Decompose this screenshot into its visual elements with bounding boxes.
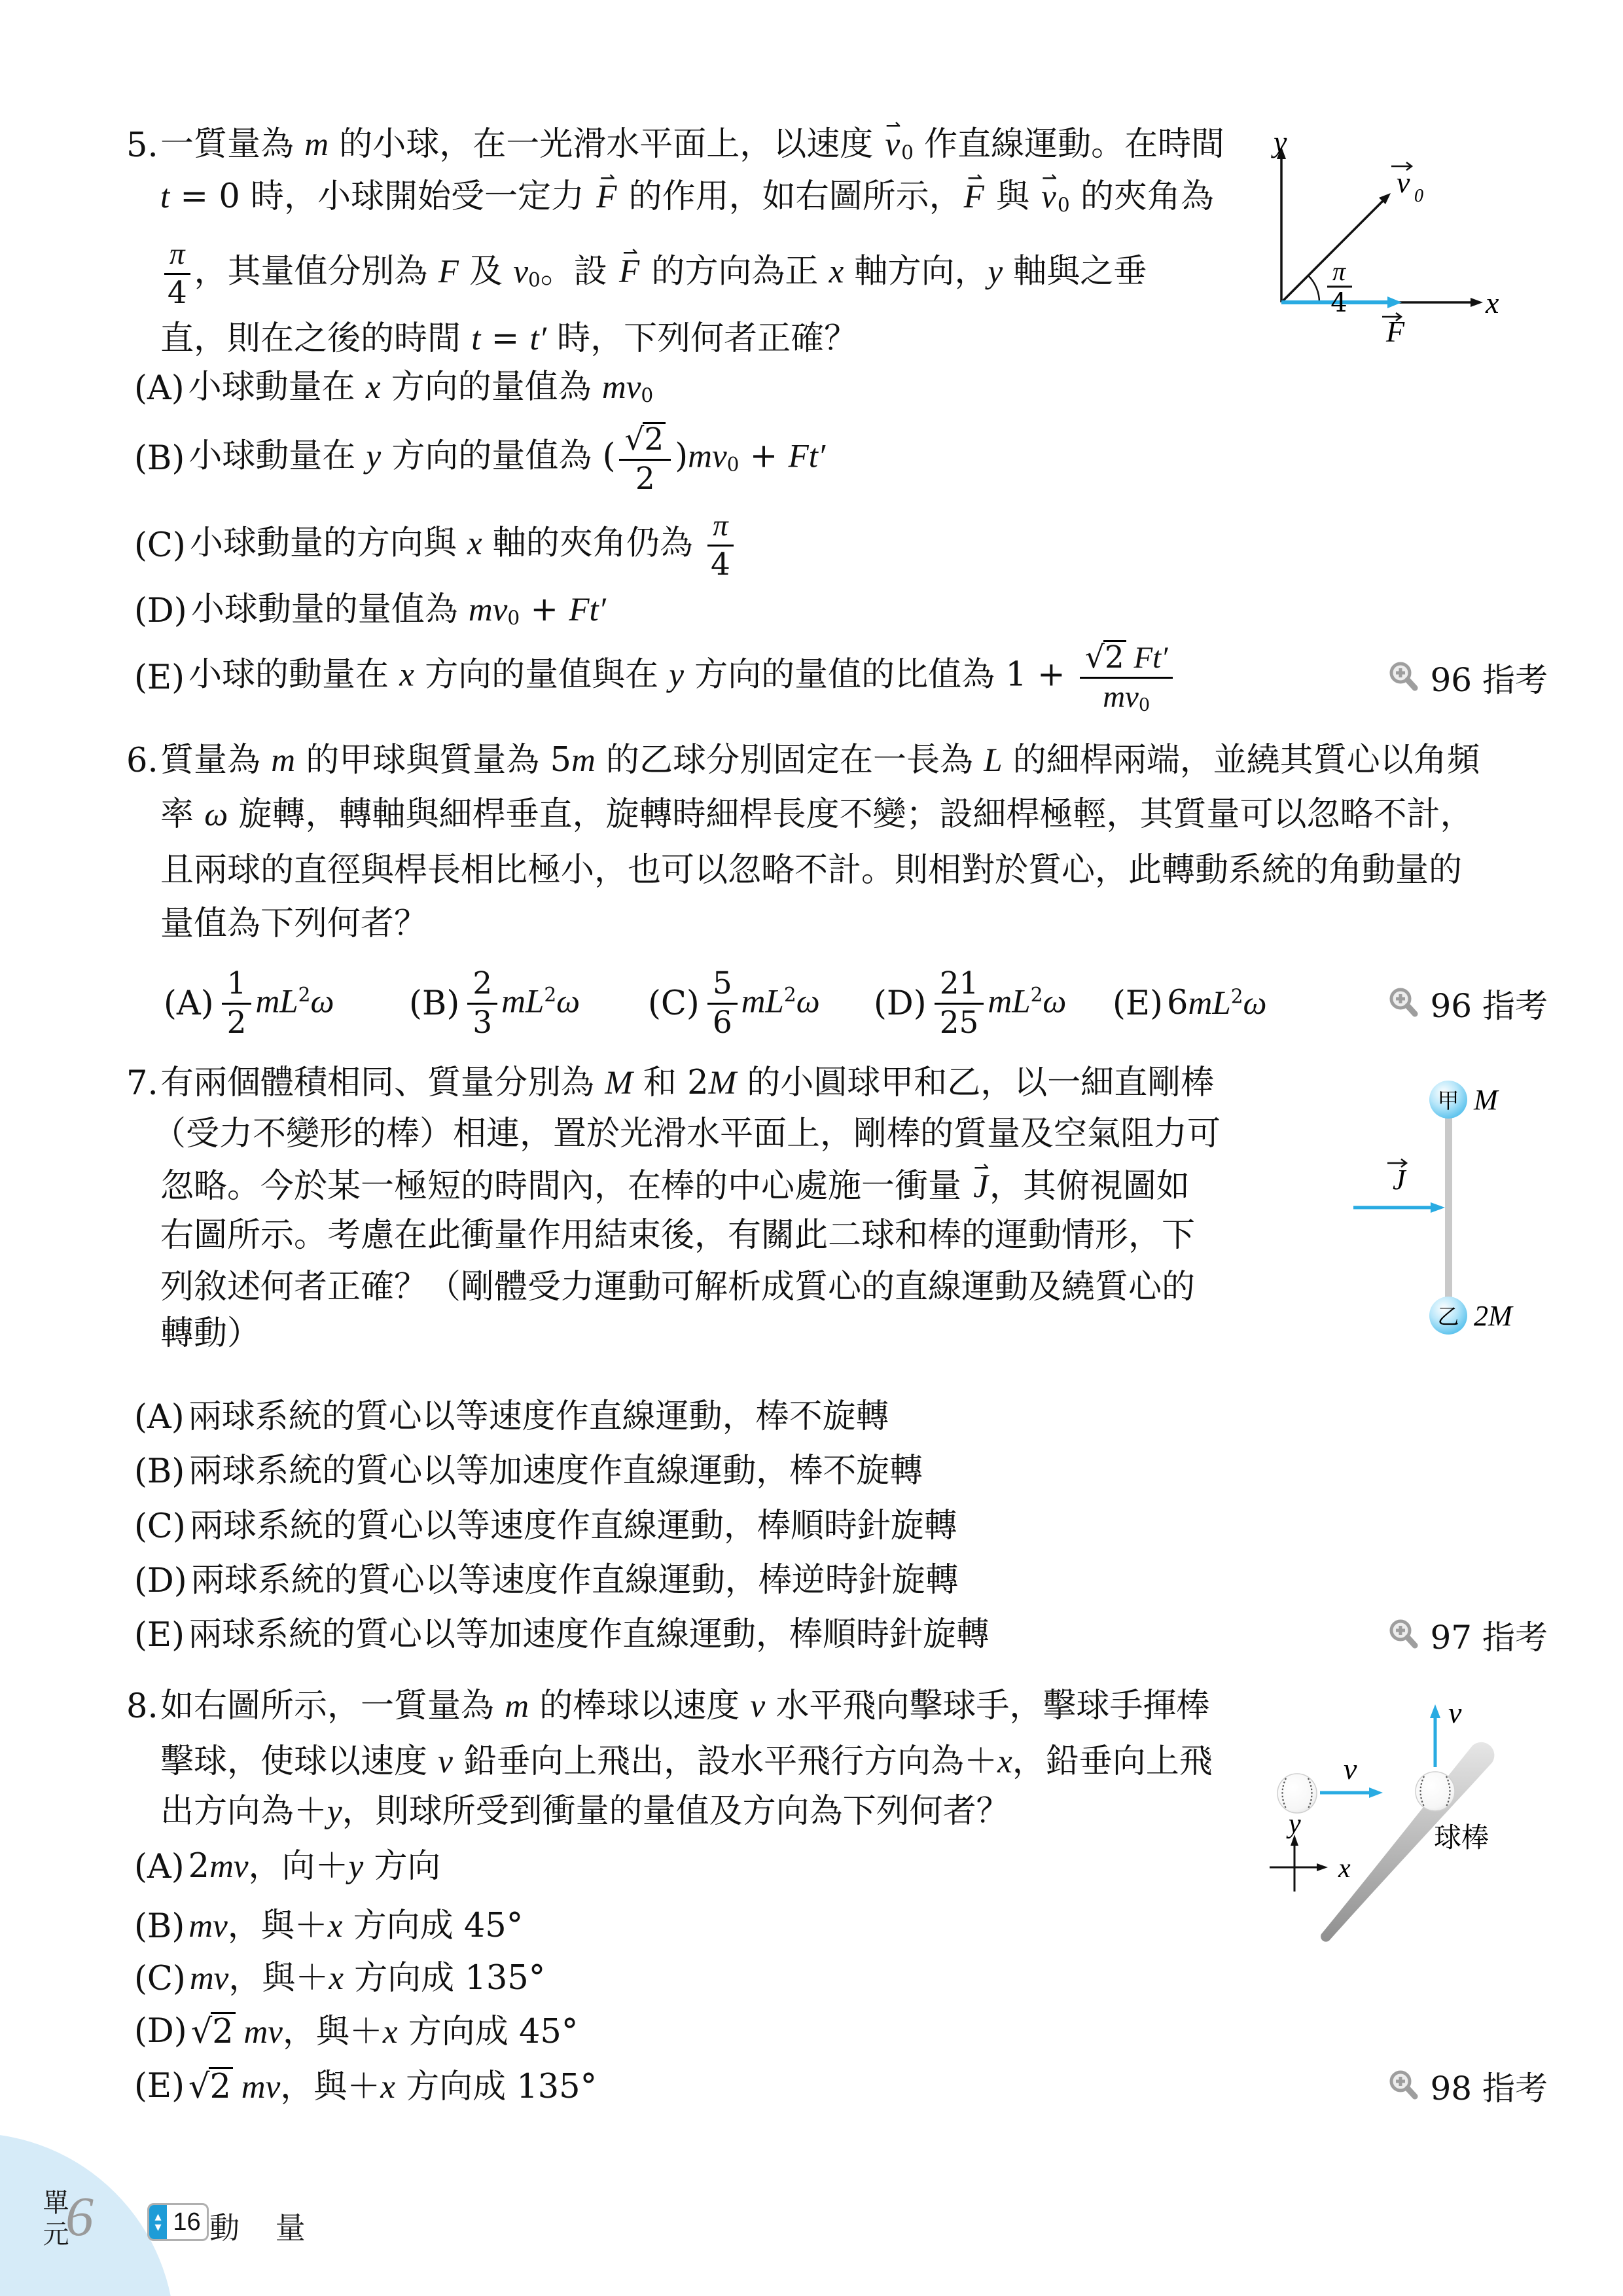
question-line — [152, 1105, 1221, 1164]
velocity-in-arrowhead — [1369, 1787, 1383, 1798]
option-row — [134, 1949, 545, 2008]
line-text: 如右圖所示，一質量為 m 的棒球以速度 v 水平飛向擊球手，擊球手揮棒 — [160, 1686, 1210, 1725]
figure-q5-vectors — [1224, 111, 1505, 367]
option-text: $6mL^2\omega$ — [1167, 983, 1267, 1022]
question-line — [160, 1054, 1214, 1113]
baseball-hit — [1416, 1772, 1455, 1811]
magnifier-plus-icon — [1387, 2069, 1421, 2103]
option-text: √2 mv，與＋x 方向成 135° — [188, 2067, 597, 2106]
spinner-down-icon: ▼ — [154, 2222, 162, 2233]
velocity-out-label: v — [1448, 1696, 1462, 1729]
line-text: 有兩個體積相同、質量分別為 M 和 2M 的小圓球甲和乙，以一細直剛棒 — [160, 1063, 1215, 1102]
option-row — [134, 2001, 578, 2060]
line-text: 轉動） — [160, 1314, 261, 1354]
question-line — [160, 116, 1224, 175]
v0-label: v — [1397, 166, 1410, 199]
option-label: (B) — [134, 439, 185, 478]
impulse-arrowhead — [1431, 1202, 1445, 1213]
line-text: t = 0 時，小球開始受一定力 ⇀ F 的作用，如右圖所示，⇀ F 與 ⇀ v0 的夾角為 — [160, 179, 1214, 216]
option-label: (D) — [134, 2011, 187, 2051]
option-row — [134, 359, 653, 418]
ball-top-label: 甲 — [1437, 1088, 1459, 1113]
force-arrowhead — [1387, 296, 1402, 308]
line-text: 質量為 m 的甲球與質量為 5m 的乙球分別固定在一長為 L 的細桿兩端，並繞其質心以角頻 — [160, 740, 1480, 780]
line-text: 擊球，使球以速度 v 鉛垂向上飛出，設水平飛行方向為＋x，鉛垂向上飛 — [160, 1742, 1213, 1781]
option-label: (C) — [134, 1959, 186, 1998]
option-text: 兩球系統的質心以等加速度作直線運動，棒順時針旋轉 — [188, 1615, 990, 1655]
unit-label: 單元 — [39, 2189, 69, 2251]
y-axis-label: y — [1274, 125, 1287, 158]
option-text: $\frac{21}{25}$ $mL^2\omega$ — [931, 969, 1067, 1039]
line-text: 一質量為 m 的小球，在一光滑水平面上，以速度 ⇀ v0 作直線運動。在時間 — [160, 127, 1224, 164]
option-row — [134, 1605, 990, 1664]
line-text: 率 ω 旋轉，轉軸與細桿垂直，旋轉時細桿長度不變；設細桿極輕，其質量可以忽略不計， — [160, 795, 1474, 834]
option-text: mv，與＋x 方向成 45° — [188, 1906, 524, 1945]
line-text: 且兩球的直徑與桿長相比極小，也可以忽略不計。則相對於質心，此轉動系統的角動量的 — [160, 851, 1463, 890]
x-axis-arrowhead — [1471, 298, 1483, 307]
option-text: 2mv，向＋y 方向 — [188, 1846, 441, 1886]
option-label: (C) — [134, 1507, 186, 1546]
exam-source-tag — [1387, 660, 1548, 699]
v0-subscript: 0 — [1414, 186, 1423, 206]
option-text: 小球動量的量值為 mv0 + Ft′ — [190, 590, 606, 630]
mass-bottom-label: 2M — [1474, 1300, 1512, 1332]
line-text: 列敘述何者正確？（剛體受力運動可解析成質心的直線運動及繞質心的 — [160, 1268, 1196, 1307]
option-text: 小球的動量在 x 方向的量值與在 y 方向的量值的比值為 1 + $\frac{√2 Ft'}{mv0}$ — [188, 640, 1177, 714]
x-axis-arrowhead — [1317, 1863, 1328, 1871]
option-label: (A) — [134, 1847, 185, 1886]
option-label: (B) — [134, 1907, 185, 1946]
option-row — [648, 954, 820, 1052]
option-text: 兩球系統的質心以等速度作直線運動，棒不旋轉 — [188, 1397, 889, 1437]
exam-source-text: 98 指考 — [1430, 2070, 1548, 2108]
exam-source-tag — [1387, 986, 1548, 1025]
option-label: (D) — [874, 984, 927, 1023]
line-text: 右圖所示。考慮在此衝量作用結束後，有關此二球和棒的運動情形，下 — [160, 1216, 1196, 1255]
option-label: (B) — [134, 1452, 185, 1491]
question-number: 5. — [126, 126, 158, 165]
option-text: 兩球系統的質心以等速度作直線運動，棒逆時針旋轉 — [190, 1561, 959, 1600]
option-row — [134, 1897, 523, 1956]
line-text: （受力不變形的棒）相連，置於光滑水平面上，剛棒的質量及空氣阻力可 — [152, 1115, 1221, 1154]
option-label: (D) — [134, 591, 187, 630]
angle-numerator: π — [1332, 257, 1346, 286]
option-text: $\frac{1}{2}$ $mL^2\omega$ — [218, 969, 334, 1039]
line-text: 出方向為＋y，則球所受到衝量的量值及方向為下列何者？ — [160, 1791, 1010, 1831]
option-row — [1113, 954, 1267, 1052]
line-text: 直，則在之後的時間 t = t′ 時，下列何者正確？ — [160, 319, 858, 358]
option-row — [409, 954, 580, 1052]
exam-source-text: 97 指考 — [1430, 1619, 1548, 1657]
option-label: (D) — [134, 1561, 187, 1600]
option-text: $\frac{5}{6}$ $mL^2\omega$ — [704, 969, 820, 1039]
x-axis-label: x — [1338, 1854, 1351, 1884]
magnifier-plus-icon — [1387, 986, 1421, 1020]
exam-source-tag — [1387, 1617, 1548, 1657]
question-line — [160, 234, 1147, 313]
angle-arc — [1308, 276, 1319, 302]
option-label: (B) — [409, 984, 460, 1023]
option-row — [134, 416, 825, 501]
option-label: (E) — [1113, 984, 1164, 1023]
spinner-up-icon: ▲ — [154, 2212, 162, 2222]
option-text: mv，與＋x 方向成 135° — [189, 1958, 546, 1998]
chapter-number: 16 — [173, 2208, 201, 2236]
figure-q8-baseball-bat — [1207, 1676, 1587, 1964]
question-line — [160, 168, 1214, 227]
x-axis-label: x — [1486, 286, 1499, 319]
line-text: $\frac{\pi}{4}$ ，其量值分別為 F 及 v0。設 ⇀ F 的方向為正 x 軸方向，y 軸與之垂 — [160, 239, 1147, 309]
exam-source-tag — [1387, 2068, 1548, 2108]
rigid-rod — [1445, 1100, 1452, 1316]
option-text: 兩球系統的質心以等速度作直線運動，棒順時針旋轉 — [189, 1507, 957, 1546]
exam-source-text: 96 指考 — [1430, 987, 1548, 1025]
figure-q7-rod-balls — [1335, 1064, 1551, 1352]
question-line — [160, 1206, 1195, 1265]
baseball-incoming — [1277, 1774, 1317, 1813]
option-row — [134, 1837, 440, 1896]
force-label: F — [1386, 315, 1405, 348]
question-line — [160, 1782, 1010, 1841]
option-row — [134, 506, 738, 584]
question-number: 8. — [126, 1687, 158, 1726]
option-text: 小球動量在 x 方向的量值為 mv0 — [188, 368, 654, 407]
option-row — [164, 954, 334, 1052]
option-text: 兩球系統的質心以等加速度作直線運動，棒不旋轉 — [188, 1452, 923, 1491]
option-row — [134, 628, 1177, 726]
magnifier-plus-icon — [1387, 660, 1421, 694]
question-line — [160, 1258, 1195, 1317]
bat-label: 球棒 — [1433, 1821, 1489, 1854]
spinner — [149, 2205, 167, 2239]
chapter-title: 動 量 — [209, 2210, 319, 2246]
line-text: 量值為下列何者？ — [160, 905, 428, 944]
question-line — [160, 731, 1480, 790]
magnifier-plus-icon — [1387, 1618, 1421, 1652]
question-line — [160, 895, 427, 954]
option-label: (C) — [134, 526, 186, 565]
option-row — [874, 954, 1066, 1052]
question-line — [160, 1677, 1209, 1736]
exam-source-text: 96 指考 — [1430, 661, 1548, 699]
option-row — [134, 1388, 889, 1446]
option-label: (E) — [134, 2066, 185, 2106]
option-row — [134, 2056, 597, 2115]
option-label: (A) — [134, 368, 185, 408]
question-number: 7. — [126, 1064, 158, 1103]
unit-number: 6 — [65, 2185, 94, 2248]
option-label: (A) — [134, 1397, 185, 1437]
question-line — [160, 841, 1462, 900]
option-text: 小球動量在 y 方向的量值為 ( $\frac{√2}{2}$ )mv0 + Ft′ — [188, 421, 826, 497]
line-text: 忽略。今於某一極短的時間內，在棒的中心處施一衝量 ⇀ J，其俯視圖如 — [160, 1169, 1190, 1205]
y-axis-label: y — [1289, 1809, 1301, 1839]
option-text: $\frac{2}{3}$ $mL^2\omega$ — [463, 969, 580, 1039]
question-line — [160, 1304, 260, 1363]
option-label: (E) — [134, 1615, 185, 1655]
option-row — [134, 1497, 957, 1556]
angle-denominator: 4 — [1330, 288, 1347, 318]
velocity-in-label: v — [1344, 1752, 1357, 1785]
option-row — [134, 1551, 959, 1610]
option-label: (C) — [648, 984, 700, 1023]
chapter-chip — [147, 2203, 209, 2241]
option-label: (A) — [164, 984, 214, 1023]
option-text: 小球動量的方向與 x 軸的夾角仍為 $\frac{\pi}{4}$ — [190, 511, 738, 581]
impulse-label: J — [1393, 1164, 1406, 1196]
velocity-out-arrowhead — [1430, 1704, 1440, 1718]
option-text: √2 mv，與＋x 方向成 45° — [190, 2012, 579, 2051]
option-label: (E) — [134, 658, 185, 697]
ball-bottom-label: 乙 — [1437, 1304, 1459, 1329]
option-row — [134, 1442, 923, 1501]
question-number: 6. — [126, 741, 158, 780]
mass-top-label: M — [1474, 1084, 1498, 1116]
question-line — [160, 785, 1473, 844]
